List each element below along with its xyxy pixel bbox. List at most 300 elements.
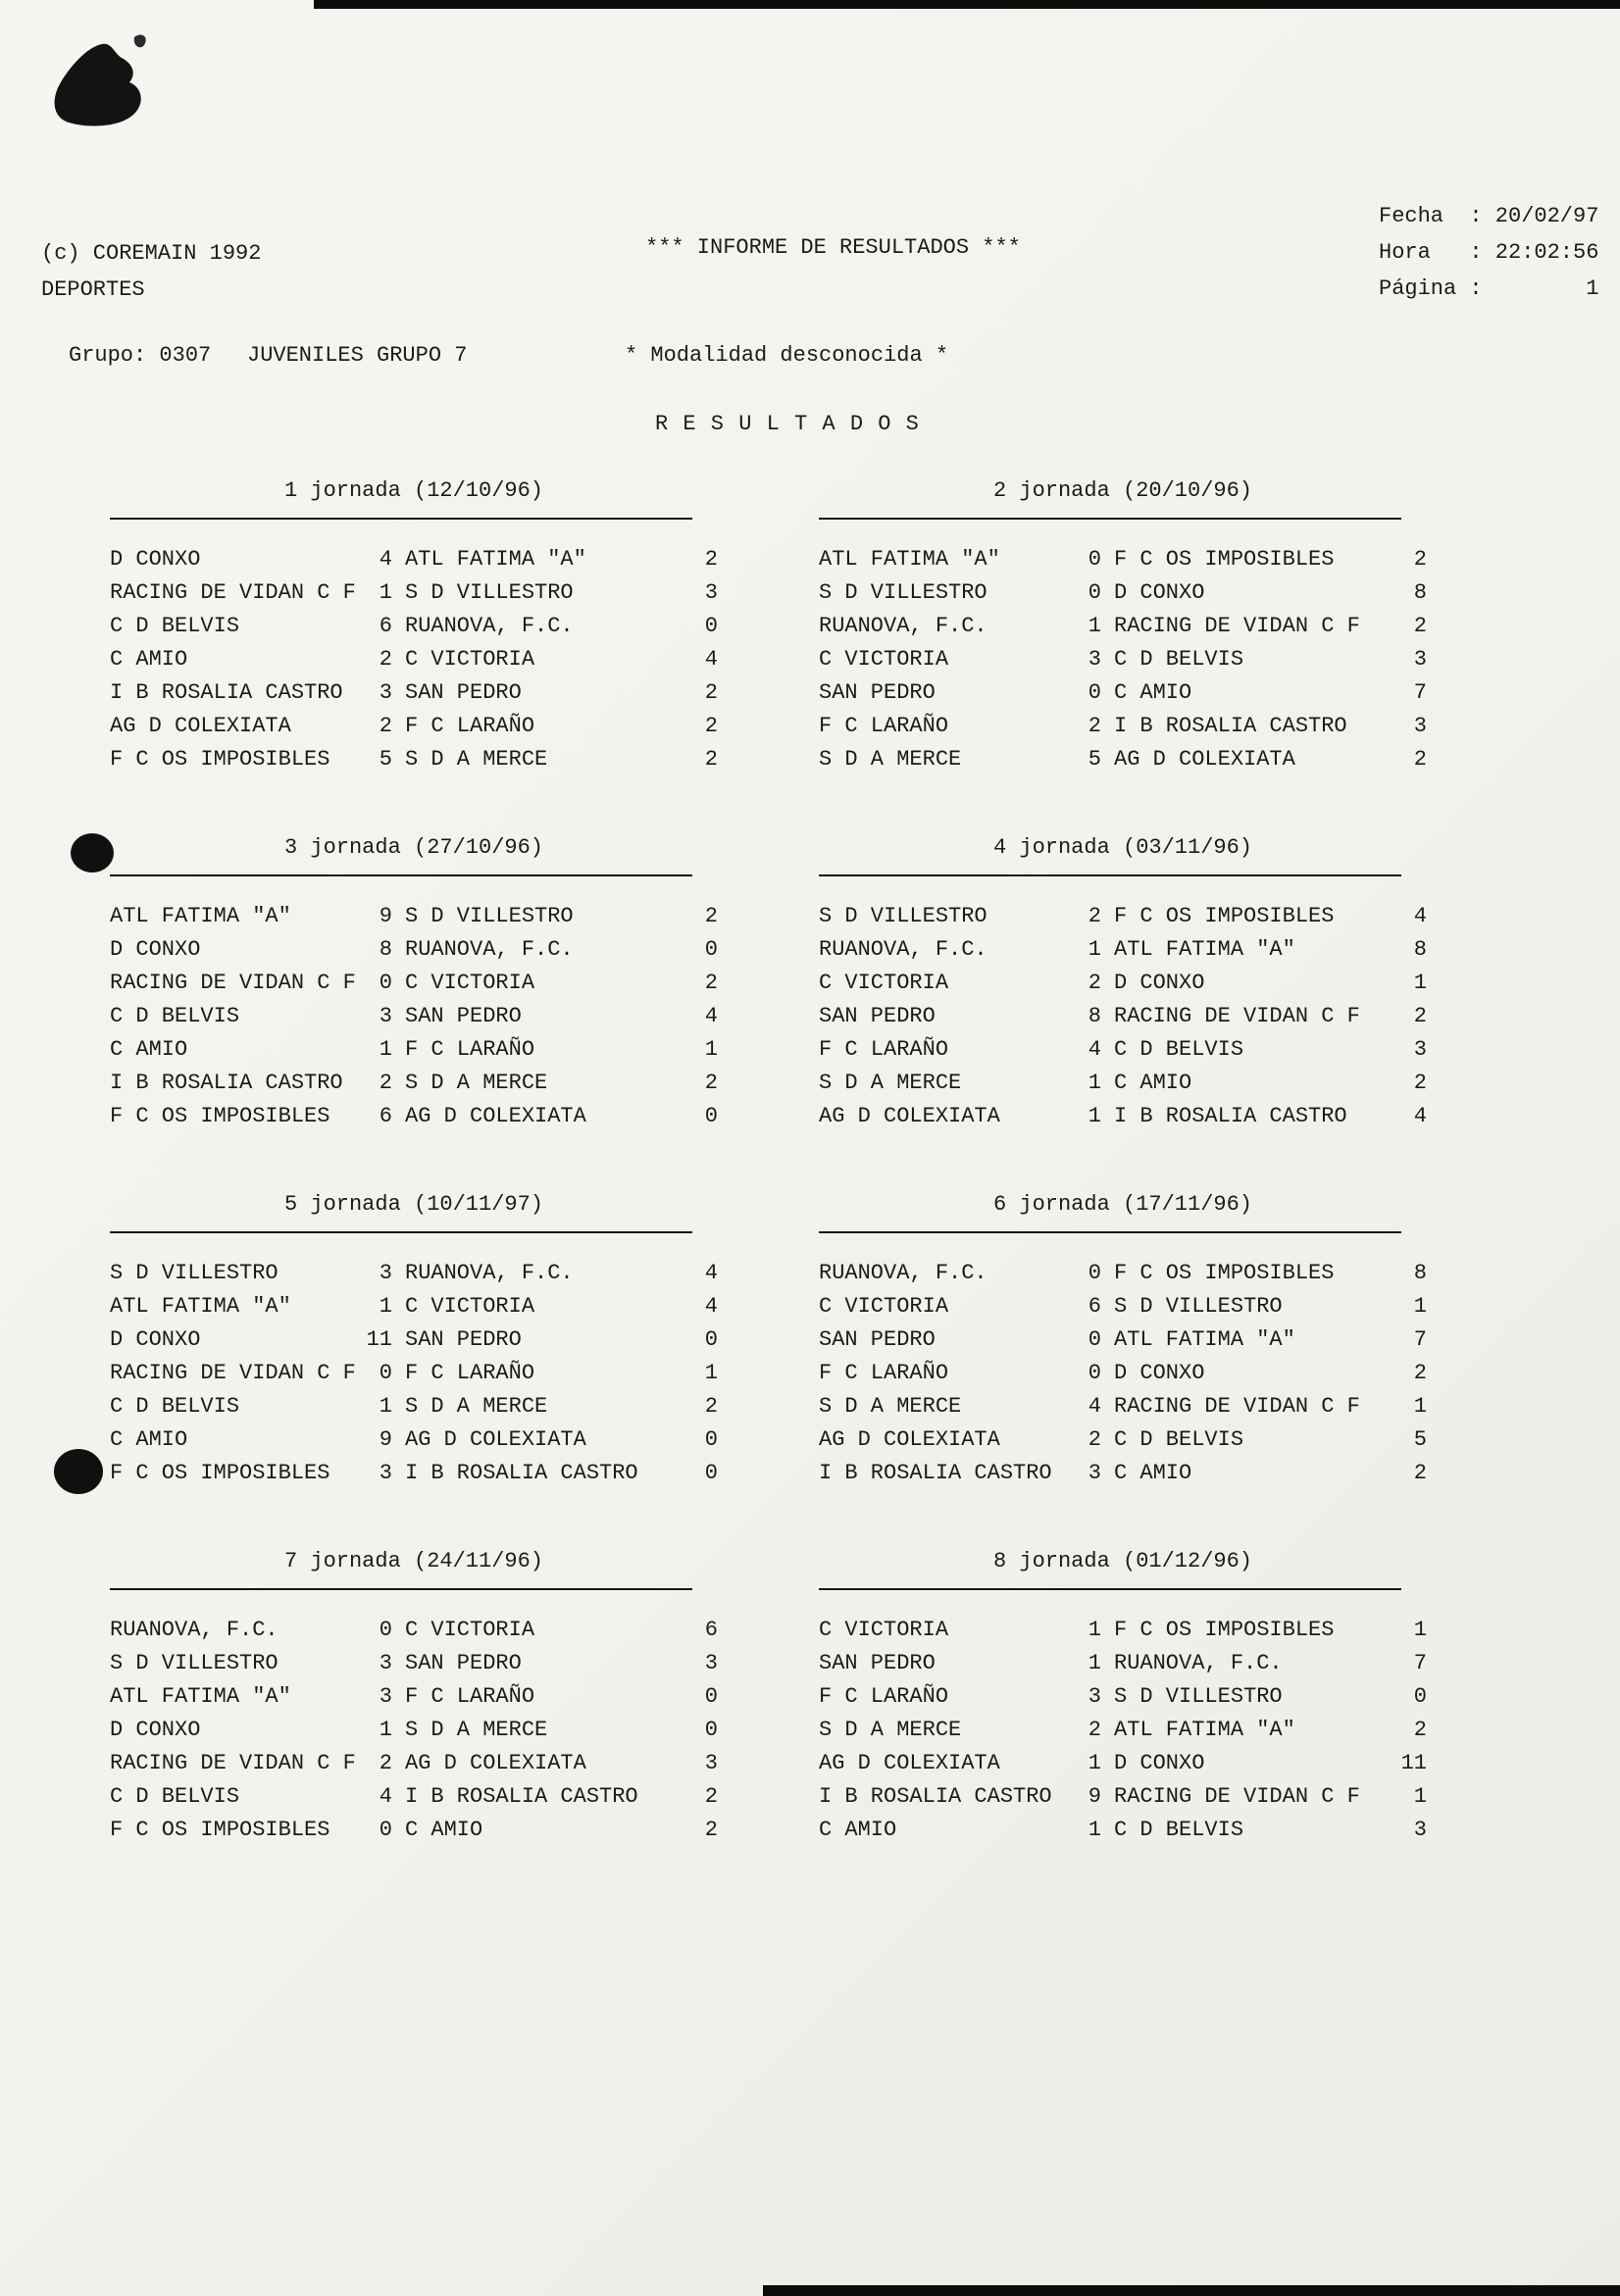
away-team: S D A MERCE xyxy=(405,1071,548,1095)
home-score: 4 xyxy=(1088,1037,1101,1062)
home-team: AG D COLEXIATA xyxy=(819,1104,1000,1128)
match-row xyxy=(110,543,718,576)
away-team: I B ROSALIA CASTRO xyxy=(405,1784,638,1809)
match-row xyxy=(819,1680,1427,1714)
match-row xyxy=(110,1780,718,1814)
jornada-title: 6 jornada (17/11/96) xyxy=(992,1192,1253,1217)
home-team: F C OS IMPOSIBLES xyxy=(110,1461,330,1485)
home-team: I B ROSALIA CASTRO xyxy=(819,1461,1052,1485)
match-row xyxy=(819,1100,1427,1133)
home-team: S D A MERCE xyxy=(819,1718,962,1742)
home-score: 0 xyxy=(379,1618,392,1642)
away-team: F C OS IMPOSIBLES xyxy=(1114,1261,1335,1285)
match-row xyxy=(819,900,1427,933)
away-score: 8 xyxy=(1413,580,1427,605)
home-team: S D VILLESTRO xyxy=(110,1651,278,1675)
match-row xyxy=(819,543,1427,576)
match-row xyxy=(819,1067,1427,1100)
jornada-block xyxy=(819,474,1427,776)
away-score: 2 xyxy=(1413,1361,1427,1385)
match-row xyxy=(819,1390,1427,1423)
away-team: C VICTORIA xyxy=(405,1618,535,1642)
home-team: D CONXO xyxy=(110,937,201,962)
home-team: SAN PEDRO xyxy=(819,680,936,705)
home-score: 2 xyxy=(1088,1427,1101,1452)
away-score: 4 xyxy=(704,647,718,672)
away-score: 5 xyxy=(1413,1427,1427,1452)
away-team: C D BELVIS xyxy=(1114,1818,1244,1842)
modalidad-note: * Modalidad desconocida * xyxy=(625,343,949,368)
home-score: 2 xyxy=(379,1751,392,1775)
match-row xyxy=(110,1067,718,1100)
home-team: F C LARAÑO xyxy=(819,714,949,738)
match-row xyxy=(110,900,718,933)
home-score: 0 xyxy=(1088,1361,1101,1385)
home-score: 2 xyxy=(1088,904,1101,928)
home-score: 3 xyxy=(1088,647,1101,672)
match-row xyxy=(110,1357,718,1390)
copyright-line: (c) COREMAIN 1992 xyxy=(41,241,262,266)
home-team: I B ROSALIA CASTRO xyxy=(819,1784,1052,1809)
away-team: F C OS IMPOSIBLES xyxy=(1114,547,1335,572)
away-team: S D VILLESTRO xyxy=(405,580,574,605)
home-team: D CONXO xyxy=(110,1327,201,1352)
away-score: 3 xyxy=(1413,647,1427,672)
away-score: 2 xyxy=(1413,614,1427,638)
home-score: 0 xyxy=(379,971,392,995)
away-score: 2 xyxy=(1413,1718,1427,1742)
home-team: SAN PEDRO xyxy=(819,1004,936,1028)
away-score: 3 xyxy=(1413,1037,1427,1062)
match-row xyxy=(819,676,1427,710)
match-row xyxy=(819,710,1427,743)
meta-separator: : xyxy=(1469,204,1483,228)
match-row xyxy=(110,643,718,676)
header-left xyxy=(41,235,261,308)
away-team: C D BELVIS xyxy=(1114,647,1244,672)
home-score: 3 xyxy=(379,1461,392,1485)
away-score: 2 xyxy=(1413,1004,1427,1028)
away-team: RACING DE VIDAN C F xyxy=(1114,1394,1360,1419)
match-row xyxy=(819,1457,1427,1490)
away-team: C VICTORIA xyxy=(405,971,535,995)
away-score: 0 xyxy=(704,1427,718,1452)
away-score: 4 xyxy=(1413,904,1427,928)
away-score: 7 xyxy=(1413,680,1427,705)
away-team: RUANOVA, F.C. xyxy=(405,614,574,638)
away-team: RACING DE VIDAN C F xyxy=(1114,1784,1360,1809)
match-row xyxy=(110,743,718,776)
home-score: 9 xyxy=(1088,1784,1101,1809)
jornada-title: 4 jornada (03/11/96) xyxy=(992,835,1253,860)
away-team: C AMIO xyxy=(1114,1461,1192,1485)
fecha-value: 20/02/97 xyxy=(1494,204,1599,228)
away-team: ATL FATIMA "A" xyxy=(405,547,586,572)
home-team: S D A MERCE xyxy=(819,1071,962,1095)
match-row xyxy=(110,1457,718,1490)
away-score: 1 xyxy=(1413,1618,1427,1642)
jornada-title: 1 jornada (12/10/96) xyxy=(283,478,544,503)
jornada-divider-rule xyxy=(819,518,1401,520)
away-score: 7 xyxy=(1413,1651,1427,1675)
away-team: S D VILLESTRO xyxy=(405,904,574,928)
away-score: 3 xyxy=(704,1751,718,1775)
away-score: 0 xyxy=(704,937,718,962)
away-score: 2 xyxy=(1413,747,1427,772)
home-team: C D BELVIS xyxy=(110,1394,240,1419)
home-team: S D A MERCE xyxy=(819,1394,962,1419)
home-team: F C OS IMPOSIBLES xyxy=(110,1104,330,1128)
home-score: 9 xyxy=(379,904,392,928)
away-team: I B ROSALIA CASTRO xyxy=(405,1461,638,1485)
jornada-results xyxy=(819,1614,1427,1847)
home-score: 2 xyxy=(1088,1718,1101,1742)
away-team: AG D COLEXIATA xyxy=(405,1427,586,1452)
pagina-label: Página xyxy=(1379,276,1457,301)
match-row xyxy=(110,1033,718,1067)
home-score: 0 xyxy=(379,1818,392,1842)
home-score: 8 xyxy=(379,937,392,962)
away-score: 2 xyxy=(1413,1461,1427,1485)
hora-value: 22:02:56 xyxy=(1494,240,1599,265)
away-score: 0 xyxy=(704,1327,718,1352)
away-team: SAN PEDRO xyxy=(405,1004,522,1028)
away-team: C VICTORIA xyxy=(405,647,535,672)
away-team: RUANOVA, F.C. xyxy=(1114,1651,1283,1675)
home-team: C D BELVIS xyxy=(110,614,240,638)
away-score: 0 xyxy=(704,1684,718,1709)
home-score: 3 xyxy=(1088,1461,1101,1485)
home-team: AG D COLEXIATA xyxy=(819,1427,1000,1452)
scan-edge-bar-top xyxy=(314,0,1620,9)
home-team: C VICTORIA xyxy=(819,647,949,672)
away-score: 4 xyxy=(704,1004,718,1028)
away-team: C D BELVIS xyxy=(1114,1427,1244,1452)
home-team: F C OS IMPOSIBLES xyxy=(110,747,330,772)
away-score: 0 xyxy=(704,1104,718,1128)
match-row xyxy=(819,576,1427,610)
home-score: 5 xyxy=(1088,747,1101,772)
away-team: S D VILLESTRO xyxy=(1114,1684,1283,1709)
home-score: 3 xyxy=(379,1651,392,1675)
away-score: 2 xyxy=(704,747,718,772)
home-score: 0 xyxy=(1088,547,1101,572)
away-team: AG D COLEXIATA xyxy=(1114,747,1295,772)
jornada-block xyxy=(819,1545,1427,1847)
home-score: 2 xyxy=(379,714,392,738)
match-row xyxy=(110,676,718,710)
home-score: 11 xyxy=(366,1327,392,1352)
home-score: 2 xyxy=(1088,971,1101,995)
jornada-block xyxy=(819,831,1427,1133)
away-team: S D A MERCE xyxy=(405,1718,548,1742)
away-team: ATL FATIMA "A" xyxy=(1114,1718,1295,1742)
home-score: 1 xyxy=(379,1718,392,1742)
jornada-divider-rule xyxy=(819,1588,1401,1590)
jornada-divider-rule xyxy=(110,1231,692,1233)
away-score: 3 xyxy=(704,580,718,605)
away-score: 1 xyxy=(704,1037,718,1062)
match-row xyxy=(819,1357,1427,1390)
home-score: 1 xyxy=(379,580,392,605)
home-team: AG D COLEXIATA xyxy=(110,714,291,738)
away-score: 2 xyxy=(704,1071,718,1095)
match-row xyxy=(819,1000,1427,1033)
home-score: 9 xyxy=(379,1427,392,1452)
away-team: RACING DE VIDAN C F xyxy=(1114,1004,1360,1028)
home-team: D CONXO xyxy=(110,547,201,572)
meta-separator: : xyxy=(1469,240,1483,265)
away-score: 4 xyxy=(704,1261,718,1285)
home-team: F C OS IMPOSIBLES xyxy=(110,1818,330,1842)
away-team: C D BELVIS xyxy=(1114,1037,1244,1062)
home-score: 1 xyxy=(1088,1818,1101,1842)
away-team: D CONXO xyxy=(1114,1751,1205,1775)
match-row xyxy=(110,1747,718,1780)
home-team: RACING DE VIDAN C F xyxy=(110,1361,356,1385)
home-score: 3 xyxy=(1088,1684,1101,1709)
away-team: AG D COLEXIATA xyxy=(405,1104,586,1128)
home-team: S D A MERCE xyxy=(819,747,962,772)
home-score: 1 xyxy=(379,1294,392,1319)
away-score: 2 xyxy=(704,680,718,705)
department-line: DEPORTES xyxy=(41,277,145,302)
match-row xyxy=(110,1814,718,1847)
away-team: SAN PEDRO xyxy=(405,1327,522,1352)
away-score: 0 xyxy=(704,614,718,638)
jornada-divider-rule xyxy=(819,874,1401,876)
home-score: 1 xyxy=(1088,1618,1101,1642)
fecha-label: Fecha xyxy=(1379,204,1444,228)
away-score: 4 xyxy=(704,1294,718,1319)
away-team: RUANOVA, F.C. xyxy=(405,937,574,962)
home-team: S D VILLESTRO xyxy=(110,1261,278,1285)
away-score: 3 xyxy=(1413,714,1427,738)
match-row xyxy=(110,967,718,1000)
match-row xyxy=(110,1323,718,1357)
home-team: I B ROSALIA CASTRO xyxy=(110,680,343,705)
away-score: 8 xyxy=(1413,1261,1427,1285)
jornada-title: 3 jornada (27/10/96) xyxy=(283,835,544,860)
home-score: 4 xyxy=(379,547,392,572)
home-score: 2 xyxy=(379,647,392,672)
home-score: 1 xyxy=(379,1394,392,1419)
jornada-title: 2 jornada (20/10/96) xyxy=(992,478,1253,503)
home-score: 0 xyxy=(1088,580,1101,605)
home-team: RUANOVA, F.C. xyxy=(110,1618,278,1642)
jornada-results xyxy=(819,543,1427,776)
match-row xyxy=(819,967,1427,1000)
away-team: C AMIO xyxy=(405,1818,483,1842)
match-row xyxy=(819,1290,1427,1323)
match-row xyxy=(110,1257,718,1290)
away-score: 1 xyxy=(1413,1784,1427,1809)
away-team: ATL FATIMA "A" xyxy=(1114,1327,1295,1352)
jornada-results xyxy=(110,900,718,1133)
match-row xyxy=(819,1714,1427,1747)
away-score: 0 xyxy=(704,1461,718,1485)
home-team: ATL FATIMA "A" xyxy=(110,904,291,928)
away-score: 4 xyxy=(1413,1104,1427,1128)
pagina-value: 1 xyxy=(1586,276,1599,301)
jornada-results xyxy=(819,1257,1427,1490)
home-team: C AMIO xyxy=(110,1427,188,1452)
away-score: 3 xyxy=(704,1651,718,1675)
scan-edge-bar-bottom xyxy=(763,2285,1620,2296)
match-row xyxy=(110,610,718,643)
away-team: D CONXO xyxy=(1114,971,1205,995)
away-score: 7 xyxy=(1413,1327,1427,1352)
away-team: AG D COLEXIATA xyxy=(405,1751,586,1775)
away-team: I B ROSALIA CASTRO xyxy=(1114,1104,1347,1128)
match-row xyxy=(819,643,1427,676)
away-score: 2 xyxy=(1413,1071,1427,1095)
home-score: 6 xyxy=(379,614,392,638)
home-team: C AMIO xyxy=(110,647,188,672)
match-row xyxy=(819,1323,1427,1357)
away-score: 1 xyxy=(1413,1394,1427,1419)
away-team: S D A MERCE xyxy=(405,1394,548,1419)
jornada-block xyxy=(110,1545,718,1847)
away-team: ATL FATIMA "A" xyxy=(1114,937,1295,962)
away-team: F C LARAÑO xyxy=(405,714,535,738)
jornada-divider-rule xyxy=(110,874,692,876)
match-row xyxy=(110,1714,718,1747)
match-row xyxy=(110,1290,718,1323)
away-score: 11 xyxy=(1400,1751,1427,1775)
match-row xyxy=(110,1100,718,1133)
away-team: F C LARAÑO xyxy=(405,1361,535,1385)
away-score: 2 xyxy=(704,904,718,928)
home-team: AG D COLEXIATA xyxy=(819,1751,1000,1775)
home-score: 1 xyxy=(379,1037,392,1062)
home-score: 3 xyxy=(379,1684,392,1709)
match-row xyxy=(110,1647,718,1680)
match-row xyxy=(110,576,718,610)
away-team: C AMIO xyxy=(1114,680,1192,705)
jornada-title: 5 jornada (10/11/97) xyxy=(283,1192,544,1217)
jornada-block xyxy=(110,831,718,1133)
jornada-block xyxy=(110,1188,718,1490)
away-team: RUANOVA, F.C. xyxy=(405,1261,574,1285)
jornada-divider-rule xyxy=(110,1588,692,1590)
home-team: C VICTORIA xyxy=(819,1618,949,1642)
home-team: C D BELVIS xyxy=(110,1004,240,1028)
fecha-line xyxy=(1379,198,1598,234)
home-team: C VICTORIA xyxy=(819,971,949,995)
home-team: RACING DE VIDAN C F xyxy=(110,971,356,995)
home-score: 1 xyxy=(1088,614,1101,638)
home-team: ATL FATIMA "A" xyxy=(110,1684,291,1709)
home-score: 1 xyxy=(1088,937,1101,962)
away-score: 2 xyxy=(704,971,718,995)
home-team: F C LARAÑO xyxy=(819,1361,949,1385)
away-score: 0 xyxy=(704,1718,718,1742)
report-title: *** INFORME DE RESULTADOS *** xyxy=(645,235,1021,260)
jornada-results xyxy=(819,900,1427,1133)
home-team: S D VILLESTRO xyxy=(819,904,987,928)
match-row xyxy=(819,610,1427,643)
away-team: D CONXO xyxy=(1114,1361,1205,1385)
home-team: ATL FATIMA "A" xyxy=(110,1294,291,1319)
away-team: RACING DE VIDAN C F xyxy=(1114,614,1360,638)
away-score: 2 xyxy=(1413,547,1427,572)
home-team: F C LARAÑO xyxy=(819,1037,949,1062)
home-score: 3 xyxy=(379,1261,392,1285)
jornada-results xyxy=(110,543,718,776)
away-team: SAN PEDRO xyxy=(405,1651,522,1675)
away-score: 2 xyxy=(704,1818,718,1842)
match-row xyxy=(110,1423,718,1457)
away-team: F C OS IMPOSIBLES xyxy=(1114,1618,1335,1642)
home-team: C AMIO xyxy=(819,1818,897,1842)
away-team: D CONXO xyxy=(1114,580,1205,605)
away-score: 1 xyxy=(704,1361,718,1385)
away-team: F C OS IMPOSIBLES xyxy=(1114,904,1335,928)
match-row xyxy=(110,1390,718,1423)
meta-separator: : xyxy=(1469,276,1483,301)
match-row xyxy=(819,1647,1427,1680)
jornada-results xyxy=(110,1257,718,1490)
away-team: SAN PEDRO xyxy=(405,680,522,705)
home-score: 1 xyxy=(1088,1104,1101,1128)
home-score: 4 xyxy=(379,1784,392,1809)
away-score: 2 xyxy=(704,1394,718,1419)
home-score: 0 xyxy=(1088,680,1101,705)
match-row xyxy=(819,1747,1427,1780)
match-row xyxy=(819,1033,1427,1067)
away-team: C AMIO xyxy=(1114,1071,1192,1095)
results-grid xyxy=(110,474,1427,1847)
away-score: 2 xyxy=(704,547,718,572)
home-team: RUANOVA, F.C. xyxy=(819,937,987,962)
home-team: S D VILLESTRO xyxy=(819,580,987,605)
away-team: I B ROSALIA CASTRO xyxy=(1114,714,1347,738)
home-score: 6 xyxy=(1088,1294,1101,1319)
home-team: D CONXO xyxy=(110,1718,201,1742)
match-row xyxy=(819,743,1427,776)
home-score: 1 xyxy=(1088,1071,1101,1095)
match-row xyxy=(819,1423,1427,1457)
header-meta xyxy=(1379,198,1598,307)
away-score: 6 xyxy=(704,1618,718,1642)
hora-line xyxy=(1379,234,1598,271)
home-score: 5 xyxy=(379,747,392,772)
home-team: ATL FATIMA "A" xyxy=(819,547,1000,572)
home-team: RACING DE VIDAN C F xyxy=(110,1751,356,1775)
jornada-divider-rule xyxy=(110,518,692,520)
home-score: 0 xyxy=(1088,1261,1101,1285)
match-row xyxy=(110,710,718,743)
jornada-title: 8 jornada (01/12/96) xyxy=(992,1549,1253,1573)
jornada-divider-rule xyxy=(819,1231,1401,1233)
away-score: 8 xyxy=(1413,937,1427,962)
match-row xyxy=(819,933,1427,967)
home-team: SAN PEDRO xyxy=(819,1327,936,1352)
home-score: 6 xyxy=(379,1104,392,1128)
home-team: RACING DE VIDAN C F xyxy=(110,580,356,605)
jornada-results xyxy=(110,1614,718,1847)
away-score: 2 xyxy=(704,1784,718,1809)
away-score: 2 xyxy=(704,714,718,738)
group-code: Grupo: 0307 xyxy=(69,343,212,368)
home-score: 2 xyxy=(379,1071,392,1095)
home-score: 8 xyxy=(1088,1004,1101,1028)
home-team: RUANOVA, F.C. xyxy=(819,614,987,638)
home-score: 3 xyxy=(379,1004,392,1028)
match-row xyxy=(110,1680,718,1714)
ink-blob-artifact xyxy=(41,27,178,147)
